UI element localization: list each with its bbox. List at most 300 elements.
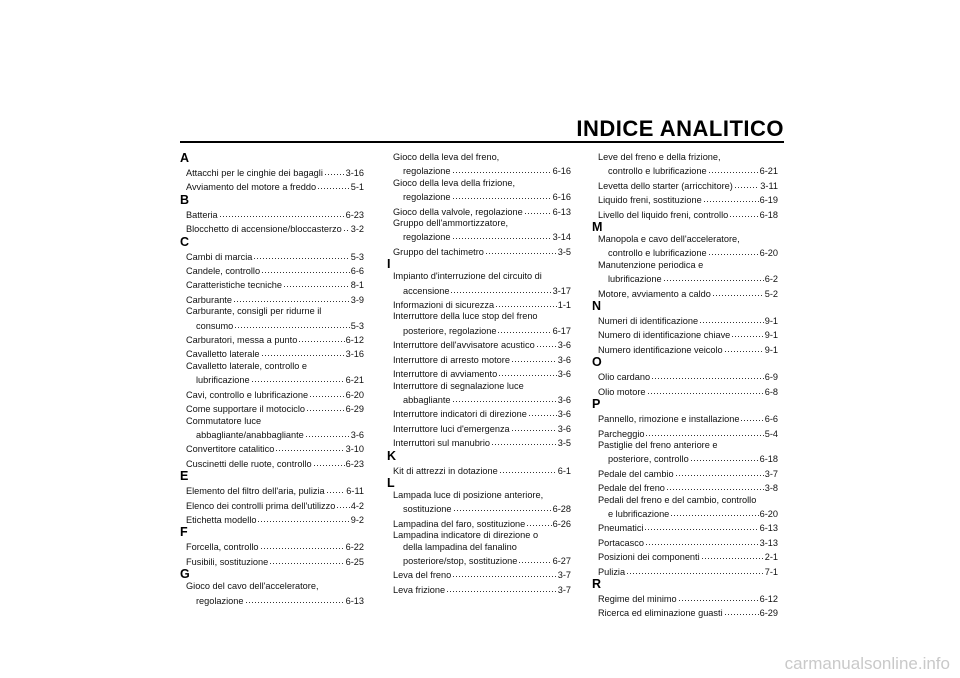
index-entry-text: Carburatori, messa a punto [186,335,298,346]
index-entry [592,466,778,480]
dot-leader [446,582,557,593]
dot-leader [712,286,764,297]
index-entry-text: Cambi di marcia [186,251,253,262]
index-page-number: 4-2 [350,500,364,511]
index-entry-text: Kit di attrezzi in dotazione [393,465,498,476]
dot-leader [261,263,350,274]
index-entry [592,207,778,221]
index-entry [180,483,364,497]
dot-leader [651,369,764,380]
page-title: INDICE ANALITICO [576,116,784,141]
index-entry [387,218,571,244]
index-entry-text: della lampadina del fanalino [403,541,517,552]
index-column-3 [592,152,778,620]
index-entry [387,244,571,258]
index-entry-text: Livello del liquido freni, controllo [598,209,729,220]
index-letter-heading: O [592,355,602,370]
index-page-number: 6-23 [345,209,364,220]
index-page-number: 6-29 [345,404,364,415]
index-entry [180,263,364,277]
index-entry-text: Levetta dello starter (arricchitore) [598,180,733,191]
dot-leader [511,421,557,432]
index-entry-text: Cavalletto laterale, controllo e [186,360,308,371]
index-entry [592,411,778,425]
dot-leader [261,346,345,357]
index-entry [592,520,778,534]
index-entry-text: Carburante, consigli per ridurne il [186,306,322,317]
index-page-number: 6-25 [345,556,364,567]
index-entry-text: sostituzione [403,504,452,515]
index-entry-text: Numero identificazione veicolo [598,344,723,355]
index-page-number: 6-6 [350,266,364,277]
index-entry-text: Interruttore dell'avvisatore acustico [393,340,535,351]
dot-leader [497,323,551,334]
dot-leader [670,506,758,517]
index-entry [387,530,571,567]
index-entry [592,327,778,341]
index-page-number: 6-1 [557,465,571,476]
index-page-number: 6-8 [764,386,778,397]
dot-leader [234,318,349,329]
dot-leader [306,401,345,412]
index-entry [592,480,778,494]
index-entry [180,539,364,553]
index-letter-heading: L [387,475,395,490]
index-entry-text: Ricerca ed eliminazione guasti [598,608,723,619]
index-entry-text: Interruttore indicatori di direzione [393,409,527,420]
index-entry [592,426,778,440]
index-page-number: 6-28 [552,504,571,515]
dot-leader [724,342,764,353]
dot-leader [498,366,557,377]
dot-leader [536,337,557,348]
dot-leader [729,207,758,218]
index-entry [592,591,778,605]
index-page-number: 3-11 [760,180,778,191]
title-rule [180,141,784,143]
index-page-number: 6-12 [759,593,778,604]
dot-leader [663,271,764,282]
index-entry [592,605,778,619]
index-page-number: 6-16 [552,192,571,203]
index-entry-text: Posizioni dei componenti [598,552,700,563]
index-entry [180,498,364,512]
index-entry [387,178,571,204]
dot-leader [731,327,763,338]
index-page-number: 3-6 [557,423,571,434]
index-page-number: 1-1 [557,300,571,311]
dot-leader [511,352,557,363]
index-entry-text: Interruttore di arresto motore [393,354,510,365]
index-page-number: 9-1 [764,316,778,327]
index-entry-text: Lampadina indicatore di direzione o [393,530,539,541]
index-entry [387,421,571,435]
index-page-number: 6-21 [345,375,364,386]
dot-leader [452,163,552,174]
index-entry-text: Gioco della leva del freno, [393,152,500,162]
index-page-number: 3-6 [557,369,571,380]
index-page-number: 6-20 [759,508,778,519]
index-page-number: 3-6 [350,429,364,440]
index-entry-text: lubrificazione [608,274,662,285]
dot-leader [298,332,344,343]
index-page-number: 5-3 [350,251,364,262]
dot-leader [666,480,764,491]
index-page-number: 3-17 [552,285,571,296]
index-page-number: 3-16 [345,168,364,178]
index-entry [387,567,571,581]
index-entry [387,490,571,516]
dot-leader [495,297,557,308]
index-page-number: 3-16 [345,349,364,360]
index-entry [180,401,364,415]
index-entry-text: Manutenzione periodica e [598,259,704,270]
index-entry-text: Gioco della valvole, regolazione [393,206,523,217]
index-letter-heading: M [592,220,603,235]
dot-leader [324,165,345,176]
index-entry [180,207,364,221]
index-letter-heading: G [180,567,190,582]
index-entry-text: Elemento del filtro dell'aria, pulizia [186,486,325,497]
index-letter-heading: I [387,257,391,272]
dot-leader [701,549,764,560]
index-entry-text: Regime del minimo [598,593,677,604]
index-entry [180,277,364,291]
dot-leader [708,245,759,256]
index-page-number: 5-3 [350,320,364,331]
index-entry [592,384,778,398]
dot-leader [724,605,759,616]
index-entry [180,361,364,387]
index-letter-heading: A [180,151,190,165]
dot-leader [699,313,764,324]
index-entry [387,381,571,407]
index-entry [180,332,364,346]
index-entry-text: Pulizia [598,566,626,577]
dot-leader [326,483,346,494]
dot-leader [626,564,764,575]
index-page-number: 2-1 [764,552,778,563]
index-page-number: 9-1 [764,344,778,355]
dot-leader [526,516,551,527]
index-entry [180,249,364,263]
index-page-number: 8-1 [350,280,364,291]
index-entry-text: Olio cardano [598,372,651,383]
index-entry-text: Pastiglie del freno anteriore e [598,439,718,450]
index-entry-text: consumo [196,320,234,331]
index-entry-text: regolazione [196,595,244,606]
index-page-number: 3-13 [759,537,778,548]
index-entry-text: Cuscinetti delle ruote, controllo [186,458,312,469]
index-entry [592,342,778,356]
index-entry-text: Elenco dei controlli prima dell'utilizzo [186,500,336,511]
index-page-number: 6-12 [345,335,364,346]
index-page-number: 6-18 [759,209,778,220]
dot-leader [233,292,350,303]
index-entry-text: Leva frizione [393,584,446,595]
index-entry [387,271,571,297]
index-entry [592,286,778,300]
index-page-number: 6-16 [552,166,571,177]
index-page-number: 6-23 [345,458,364,469]
index-page-number: 6-6 [764,414,778,425]
dot-leader [452,392,557,403]
dot-leader [644,520,758,531]
dot-leader [678,591,759,602]
index-entry-text: Informazioni di sicurezza [393,300,495,311]
index-entry-text: Numeri di identificazione [598,316,699,327]
dot-leader [647,384,764,395]
dot-leader [675,466,764,477]
index-page-number: 6-2 [764,274,778,285]
index-entry-text: Pannello, rimozione e installazione [598,414,740,425]
dot-leader [708,163,759,174]
index-entry-text: Fusibili, sostituzione [186,556,269,567]
index-entry [180,416,364,442]
dot-leader [703,192,759,203]
index-letter-heading: K [387,448,397,463]
index-entry-text: Attacchi per le cinghie dei bagagli [186,168,323,178]
index-page-number: 3-7 [557,584,571,595]
index-entry [180,581,364,607]
index-entry-text: Motore, avviamento a caldo [598,288,711,299]
index-page-number: 6-13 [759,523,778,534]
index-page-number: 6-17 [552,325,571,336]
index-entry-text: abbagliante [403,394,451,405]
dot-leader [452,567,556,578]
index-entry [592,192,778,206]
index-page-number: 3-10 [345,444,364,455]
index-page-number: 6-21 [759,166,778,177]
index-entry-text: Parcheggio [598,428,645,439]
index-entry [387,435,571,449]
dot-leader [524,204,552,215]
index-entry [387,352,571,366]
index-entry [180,292,364,306]
watermark: carmanualsonline.info [784,654,950,673]
index-entry-text: accensione [403,285,450,296]
index-entry [387,516,571,530]
index-entry-text: posteriore, controllo [608,454,689,465]
dot-leader [317,179,350,190]
index-entry [592,564,778,578]
index-page-number: 6-9 [764,372,778,383]
dot-leader [275,441,344,452]
index-entry-text: Leva del freno [393,570,452,581]
index-page-number: 6-26 [552,518,571,529]
index-entry [592,549,778,563]
index-entry [387,463,571,477]
index-entry [592,178,778,192]
index-entry [592,260,778,286]
index-entry-text: Caratteristiche tecniche [186,280,283,291]
index-entry-text: Interruttore di avviamento [393,369,498,380]
index-page-number: 6-13 [345,595,364,606]
index-entry [592,369,778,383]
index-entry-text: Leve del freno e della frizione, [598,152,721,162]
index-entry-text: abbagliante/anabbagliante [196,429,304,440]
index-entry [180,441,364,455]
index-page-number: 6-20 [345,389,364,400]
index-page-number: 3-6 [557,394,571,405]
index-entry-text: Gioco della leva della frizione, [393,177,516,188]
index-entry-text: Etichetta modello [186,514,257,525]
index-entry-text: Lampadina del faro, sostituzione [393,518,526,529]
index-page-number: 5-2 [764,288,778,299]
index-letter-heading: F [180,525,188,540]
index-entry [180,165,364,179]
index-entry [592,495,778,521]
index-entry [387,152,571,178]
dot-leader [257,512,349,523]
index-entry-text: Gioco del cavo dell'acceleratore, [186,581,319,592]
index-entry-text: controllo e lubrificazione [608,248,707,259]
dot-leader [740,411,763,422]
index-entry-text: Candele, controllo [186,266,261,277]
index-entry [592,152,778,178]
dot-leader [528,406,557,417]
index-entry [387,311,571,337]
dot-leader [313,456,345,467]
index-entry [180,306,364,332]
dot-leader [343,221,350,232]
dot-leader [499,463,557,474]
index-entry [180,456,364,470]
index-page-number: 9-1 [764,330,778,341]
index-page-number: 3-6 [557,340,571,351]
index-entry-text: regolazione [403,166,451,177]
index-page-number: 3-5 [557,438,571,449]
index-entry [387,337,571,351]
index-page-number: 3-7 [557,570,571,581]
index-entry-text: Liquido freni, sostituzione [598,195,702,206]
index-entry-text: e lubrificazione [608,508,670,519]
index-entry [180,554,364,568]
index-letter-heading: R [592,576,602,591]
index-letter-heading: E [180,469,189,484]
index-letter-heading: B [180,192,190,207]
dot-leader [336,498,349,509]
index-page-number: 6-29 [759,608,778,619]
index-entry-text: regolazione [403,232,451,243]
dot-leader [251,372,345,383]
index-entry-text: Pneumatici [598,523,644,534]
index-entry-text: Manopola e cavo dell'acceleratore, [598,234,740,245]
index-entry-text: Batteria [186,209,218,220]
dot-leader [452,189,552,200]
index-entry-text: Avviamento del motore a freddo [186,182,317,193]
dot-leader [245,593,345,604]
index-entry-text: Gruppo dell'ammortizzatore, [393,218,509,229]
index-page-number: 5-1 [350,182,364,193]
index-entry-text: Pedale del freno [598,483,665,494]
dot-leader [260,539,345,550]
index-page-number: 9-2 [350,514,364,525]
index-page-number: 7-1 [764,566,778,577]
dot-leader [734,178,759,189]
index-letter-heading: N [592,299,602,314]
dot-leader [253,249,349,260]
index-page-number: 3-2 [350,224,364,235]
index-entry-text: Cavi, controllo e lubrificazione [186,389,309,400]
dot-leader [452,229,552,240]
index-page-number: 6-13 [552,206,571,217]
dot-leader [219,207,345,218]
index-page-number: 3-5 [557,246,571,257]
index-page-number: 6-11 [346,486,364,497]
dot-leader [485,244,557,255]
dot-leader [690,451,759,462]
index-page-number: 3-6 [557,409,571,420]
index-entry [387,204,571,218]
index-column-1 [180,152,364,607]
index-entry [592,234,778,260]
index-entry-text: Portacasco [598,537,644,548]
index-entry-text: lubrificazione [196,375,250,386]
index-entry-text: Cavalletto laterale [186,349,260,360]
dot-leader [491,435,557,446]
dot-leader [283,277,350,288]
index-column-2 [387,152,571,596]
index-entry [387,582,571,596]
index-entry [180,346,364,360]
index-entry-text: Interruttore della luce stop del freno [393,311,538,322]
index-entry [180,221,364,235]
dot-leader [305,427,350,438]
index-entry [592,440,778,466]
index-entry-text: posteriore/stop, sostituzione [403,555,518,566]
index-page-number: 6-20 [759,248,778,259]
index-entry [592,313,778,327]
index-page-number: 6-19 [759,195,778,206]
index-entry-text: Interruttori sul manubrio [393,438,491,449]
index-page-number: 6-18 [759,454,778,465]
index-entry-text: Come supportare il motociclo [186,404,305,415]
index-entry-text: Commutatore luce [186,415,262,426]
index-page-number: 3-6 [557,354,571,365]
dot-leader [453,501,552,512]
index-entry [180,179,364,193]
index-entry-text: Carburante [186,294,232,305]
index-entry-text: Blocchetto di accensione/bloccasterzo [186,224,342,235]
dot-leader [645,535,759,546]
dot-leader [269,554,344,565]
index-entry-text: Forcella, controllo [186,542,259,553]
dot-leader [450,283,551,294]
index-entry [387,297,571,311]
dot-leader [518,553,551,564]
dot-leader [309,387,345,398]
index-entry-text: Numero di identificazione chiave [598,330,731,341]
index-entry-text: Gruppo del tachimetro [393,246,484,257]
index-entry-text: Interruttore luci d'emergenza [393,423,510,434]
index-entry-text: Impianto d'interruzione del circuito di [393,271,542,282]
index-page-number: 3-14 [552,232,571,243]
index-entry-text: regolazione [403,192,451,203]
index-entry [180,387,364,401]
index-page-number: 3-8 [764,483,778,494]
index-entry [387,366,571,380]
index-entry-text: Lampada luce di posizione anteriore, [393,489,544,500]
index-page-number: 6-27 [552,555,571,566]
index-entry-text: controllo e lubrificazione [608,166,707,177]
dot-leader [645,426,763,437]
index-page-number: 5-4 [764,428,778,439]
index-letter-heading: P [592,397,601,412]
index-entry-text: Interruttore di segnalazione luce [393,380,524,391]
index-entry [180,512,364,526]
index-entry-text: Pedali del freno e del cambio, controllo [598,494,757,505]
